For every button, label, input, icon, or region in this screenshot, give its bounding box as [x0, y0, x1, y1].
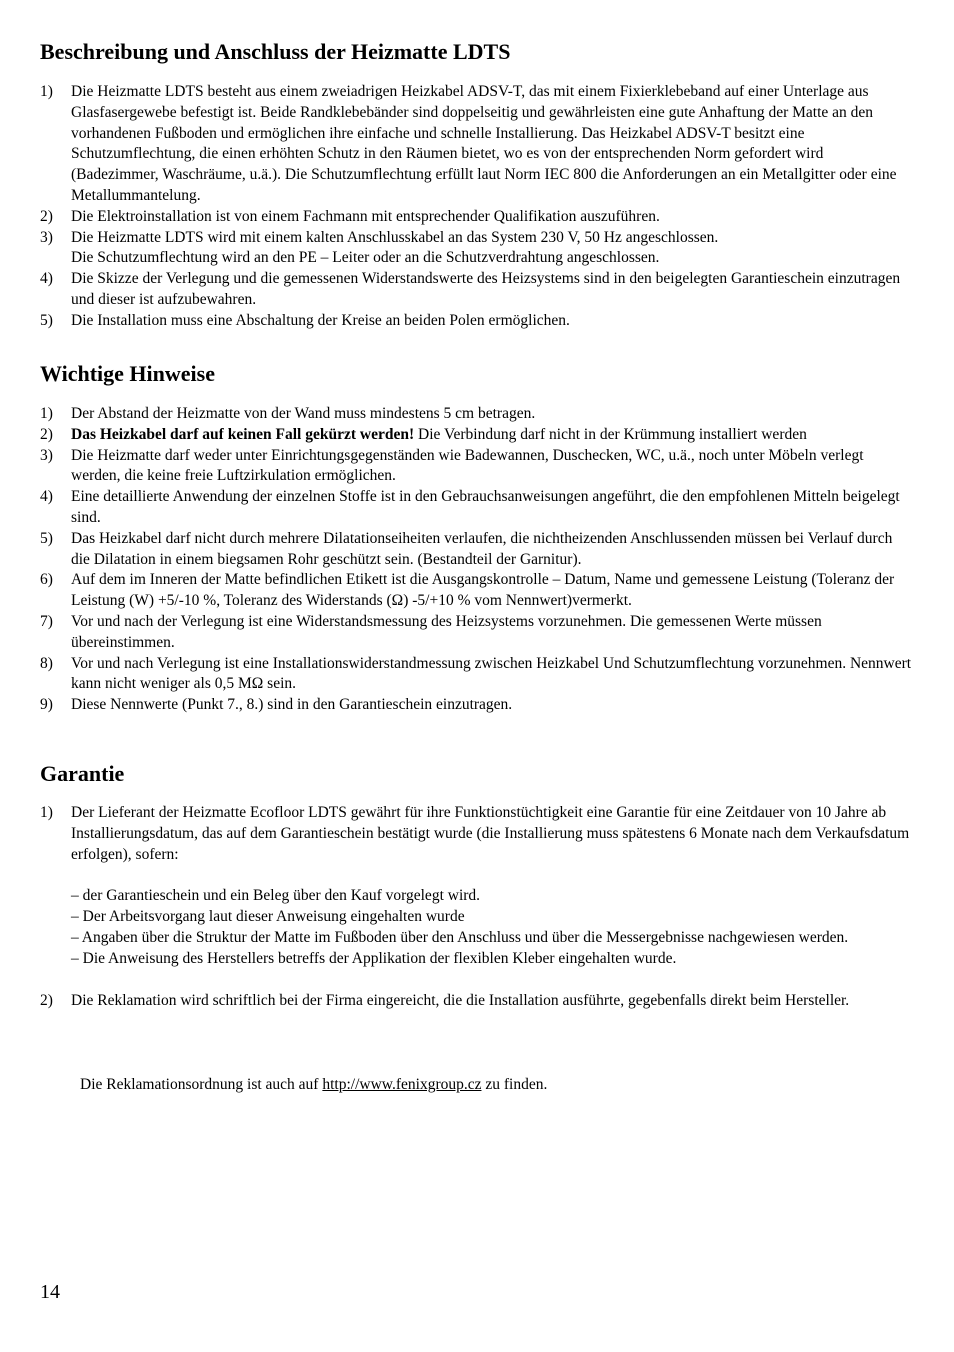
list-item: [0, 404, 954, 425]
item-text: Der Abstand der Heizmatte von der Wand muss mindestens 5 cm betragen.: [71, 405, 536, 422]
list-beschreibung: [0, 82, 954, 332]
item-number: 7): [40, 612, 53, 630]
list-item: [0, 991, 954, 1012]
item-number: 3): [40, 228, 53, 246]
list-item: [0, 612, 954, 654]
list-item: [0, 446, 954, 488]
item-text: Die Heizmatte darf weder unter Einrichtungsgegenständen wie Badewannen, Duschecken, WC, u.ä., noch unter Möbeln verlegt werden, die keine freie Luftzirkulation ermöglichen.: [71, 446, 864, 485]
item-number: 5): [40, 311, 53, 329]
note-text-before: Die Reklamationsordnung ist auch auf: [80, 1076, 323, 1093]
item-text-rest: Die Verbindung darf nicht in der Krümmung installiert werden: [414, 425, 807, 443]
item-number: 8): [40, 654, 53, 672]
section-heading-garantie: Garantie: [40, 761, 125, 786]
item-number: 1): [40, 804, 53, 821]
list-item: [0, 803, 954, 865]
item-number: 5): [40, 529, 53, 547]
list-item: [0, 487, 954, 529]
item-text: Eine detaillierte Anwendung der einzelnen Stoffe ist in den Gebrauchsanweisungen angeführt, die den empfohlenen Mitteln beigelegt sind.: [71, 488, 900, 526]
item-text-continued: Die Schutzumflechtung wird an den PE – Leiter oder an die Schutzverdrahtung angeschlossen.: [71, 249, 660, 267]
item-number: 4): [40, 488, 53, 506]
list-hinweise: [0, 404, 954, 716]
item-text: Vor und nach der Verlegung ist eine Widerstandsmessung des Heizsystems vorzunehmen. Die gemessenen Werte müssen übereinstimmen.: [71, 612, 822, 651]
item-text: Diese Nennwerte (Punkt 7., 8.) sind in den Garantieschein einzutragen.: [71, 696, 513, 714]
item-text: [71, 425, 913, 446]
item-number: 1): [40, 83, 53, 100]
item-text: Die Installation muss eine Abschaltung der Kreise an beiden Polen ermöglichen.: [71, 311, 570, 329]
section-heading-hinweise: Wichtige Hinweise: [40, 361, 215, 386]
item-number: 2): [40, 991, 53, 1009]
item-text: Die Elektroinstallation ist von einem Fachmann mit entsprechender Qualifikation auszuführen.: [71, 207, 660, 225]
list-item: [0, 82, 954, 207]
note-text-after: zu finden.: [481, 1076, 548, 1093]
item-number: 4): [40, 270, 53, 288]
list-item: [0, 207, 954, 228]
list-item: [0, 425, 954, 446]
item-number: 6): [40, 571, 53, 589]
item-number: 1): [40, 405, 53, 422]
list-item: [0, 529, 954, 571]
condition-item: – Der Arbeitsvorgang laut dieser Anweisung eingehalten wurde: [71, 908, 465, 926]
item-number: 9): [40, 696, 53, 714]
item-text: Die Heizmatte LDTS wird mit einem kalten Anschlusskabel an das System 230 V, 50 Hz angeschlossen.: [71, 228, 719, 246]
complaint-note: [80, 1075, 547, 1096]
item-text: Die Skizze der Verlegung und die gemessenen Widerstandswerte des Heizsystems sind in den beigelegten Garantieschein einzutragen und dieser ist aufzubewahren.: [71, 270, 901, 308]
fenixgroup-link[interactable]: http://www.fenixgroup.cz: [322, 1076, 482, 1093]
section-heading-beschreibung: Beschreibung und Anschluss der Heizmatte LDTS: [40, 39, 511, 64]
item-number: 2): [40, 207, 53, 225]
condition-item: – Angaben über die Struktur der Matte im Fußboden über den Anschluss und über die Messergebnisse nachgewiesen werden.: [71, 928, 849, 946]
list-item: [0, 311, 954, 332]
condition-item: – Die Anweisung des Herstellers betreffs der Applikation der flexiblen Kleber eingehalten wurde.: [71, 949, 677, 967]
warning-bold-text: Das Heizkabel darf auf keinen Fall gekürzt werden!: [71, 425, 415, 443]
list-item: [0, 695, 954, 716]
item-number: 2): [40, 425, 53, 443]
item-number: 3): [40, 446, 53, 464]
page-number: 14: [40, 1281, 60, 1303]
list-item: [0, 570, 954, 612]
item-text: Vor und nach Verlegung ist eine Installationswiderstandmessung zwischen Heizkabel Und Schutzumflechtung vorzunehmen. Nennwert kann nicht weniger als 0,5 MΩ sein.: [71, 654, 912, 693]
condition-item: – der Garantieschein und ein Beleg über den Kauf vorgelegt wird.: [71, 887, 481, 905]
item-text: Das Heizkabel darf nicht durch mehrere Dilatationseiheiten verlaufen, die nichtheizenden Anschlussenden müssen bei Verlauf durch die Dilatation in einem biegsamen Rohr geschützt sein. (Bestandteil der Garnitur).: [71, 529, 893, 568]
list-item: [0, 654, 954, 696]
item-text: Der Lieferant der Heizmatte Ecofloor LDTS gewährt für ihre Funktionstüchtigkeit eine Garantie für eine Zeitdauer von 10 Jahre ab Installierungsdatum, das auf dem Garantieschein bestätigt wurde (die Installierung muss spätestens 6 Monate nach dem Verkaufsdatum erfolgen), sofern:: [71, 804, 910, 863]
list-garantie: [0, 803, 954, 1011]
list-item: [0, 269, 954, 311]
item-text: Auf dem im Inneren der Matte befindlichen Etikett ist die Ausgangskontrolle – Datum, Name und gemessene Leistung (Toleranz der Leistung (W) +5/-10 %, Toleranz des Widerstands (Ω) -5/+10 % vom Nennwert)vermerkt.: [71, 571, 895, 610]
item-text: Die Reklamation wird schriftlich bei der Firma eingereicht, die die Installation ausführte, gegebenfalls direkt beim Hersteller.: [71, 991, 850, 1009]
item-text: Die Heizmatte LDTS besteht aus einem zweiadrigen Heizkabel ADSV-T, das mit einem Fixierklebeband auf einer Unterlage aus Glasfasergewebe befestigt ist. Beide Randklebebänder sind doppelseitig und gewährleisten eine gute Anhaftung der Matte an den vorhandenen Fußboden und ermöglichen ihre einfache und schnelle Installierung. Das Heizkabel ADSV-T besitzt eine Schutzumflechtung, die einen erhöhten Schutz in den Räumen bietet, wo es von der entsprechenden Norm gefordert wird (Badezimmer, Waschräume, u.ä.). Die Schutzumflechtung erfüllt laut Norm IEC 800 die Anforderungen an ein Metallgitter oder eine Metallummantelung.: [71, 83, 897, 204]
list-item: [0, 228, 954, 270]
